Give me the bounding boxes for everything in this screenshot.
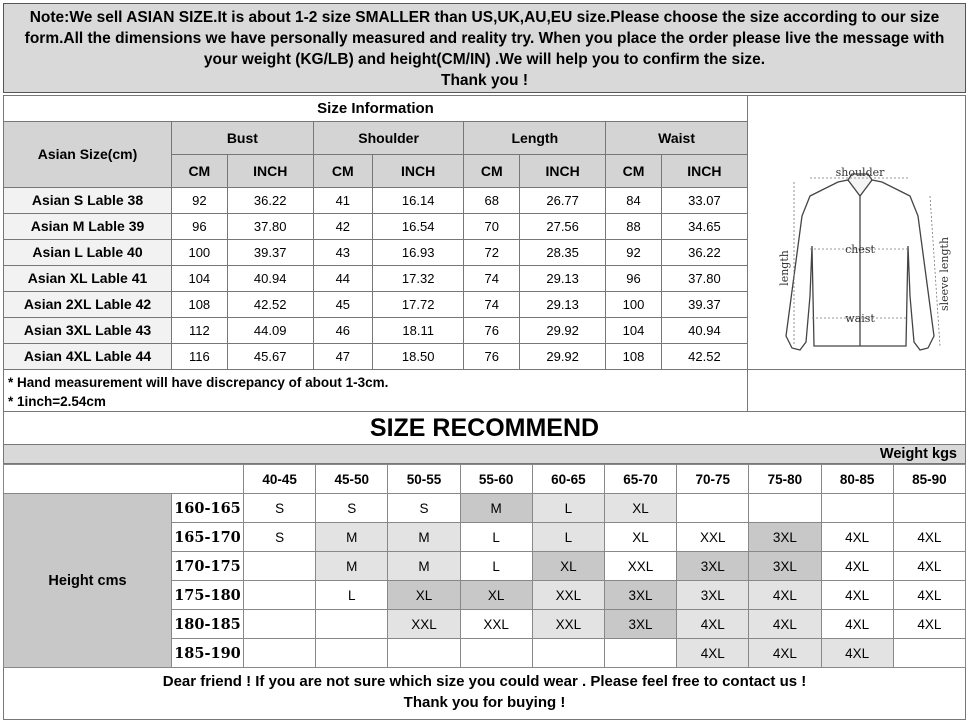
- size-value: 37.80: [227, 213, 313, 239]
- recommended-size: L: [532, 523, 604, 552]
- recommended-size: 4XL: [821, 552, 893, 581]
- size-value: 29.13: [520, 291, 606, 317]
- recommended-size: [532, 639, 604, 668]
- note-line-1: Note:We sell ASIAN SIZE.It is about 1-2 size SMALLER than US,UK,AU,EU size.Please choose the size according to our size: [29, 9, 940, 26]
- diagram-sleeve-label: sleeve length: [938, 236, 951, 312]
- recommended-size: [316, 610, 388, 639]
- size-value: 47: [313, 343, 372, 369]
- size-label: Asian XL Lable 41: [4, 265, 172, 291]
- size-value: 104: [172, 265, 228, 291]
- size-value: 44.09: [227, 317, 313, 343]
- size-value: 76: [464, 343, 520, 369]
- size-value: 42: [313, 213, 372, 239]
- size-value: 39.37: [661, 291, 747, 317]
- unit-header: CM: [172, 154, 228, 187]
- size-value: 29.92: [520, 317, 606, 343]
- footer-line-1: Dear friend ! If you are not sure which size you could wear . Please feel free to contact us !: [162, 673, 807, 690]
- height-range: 170-175: [172, 552, 244, 581]
- recommended-size: [244, 639, 316, 668]
- size-value: 108: [172, 291, 228, 317]
- size-value: 46: [313, 317, 372, 343]
- note-line-2: form.All the dimensions we have personally measured and reality try. When you place the order please live the message with: [24, 30, 945, 47]
- recommended-size: [604, 639, 676, 668]
- size-recommend-title: SIZE RECOMMEND: [3, 412, 966, 444]
- size-value: 104: [606, 317, 662, 343]
- recommended-size: 4XL: [677, 610, 749, 639]
- shoulder-header: Shoulder: [313, 122, 464, 155]
- asian-size-header: Asian Size(cm): [4, 122, 172, 188]
- recommended-size: 3XL: [604, 610, 676, 639]
- recommended-size: XL: [604, 523, 676, 552]
- weight-label: Weight kgs: [3, 444, 966, 464]
- size-value: 70: [464, 213, 520, 239]
- measurement-notes: [3, 370, 748, 412]
- bust-header: Bust: [172, 122, 314, 155]
- height-range: 185-190: [172, 639, 244, 668]
- size-value: 42.52: [661, 343, 747, 369]
- size-value: 100: [606, 291, 662, 317]
- shirt-illustration: [748, 96, 965, 371]
- notes-spacer: [748, 370, 966, 412]
- size-label: Asian 2XL Lable 42: [4, 291, 172, 317]
- recommended-size: [677, 494, 749, 523]
- weight-range-header: 75-80: [749, 465, 821, 494]
- recommended-size: [244, 552, 316, 581]
- size-label: Asian S Lable 38: [4, 187, 172, 213]
- diagram-chest-label: chest: [845, 243, 875, 256]
- recommended-size: S: [316, 494, 388, 523]
- table-row: [4, 317, 748, 343]
- size-value: 45: [313, 291, 372, 317]
- height-range: 180-185: [172, 610, 244, 639]
- table-row: [4, 187, 748, 213]
- footer-line-2: Thank you for buying !: [403, 694, 566, 711]
- size-value: 33.07: [661, 187, 747, 213]
- height-axis-label: Height cms: [4, 494, 172, 668]
- size-value: 92: [172, 187, 228, 213]
- unit-header: INCH: [372, 154, 464, 187]
- recommended-size: 4XL: [821, 581, 893, 610]
- weight-range-header: 65-70: [604, 465, 676, 494]
- recommended-size: 4XL: [749, 581, 821, 610]
- size-value: 26.77: [520, 187, 606, 213]
- size-value: 16.54: [372, 213, 464, 239]
- table-row: [4, 265, 748, 291]
- recommended-size: S: [388, 494, 460, 523]
- recommended-size: M: [388, 523, 460, 552]
- table-row: [4, 343, 748, 369]
- recommended-size: 4XL: [749, 639, 821, 668]
- recommended-size: [460, 639, 532, 668]
- note-line-3: your weight (KG/LB) and height(CM/IN) .We will help you to confirm the size.: [203, 51, 766, 68]
- size-value: 37.80: [661, 265, 747, 291]
- size-value: 74: [464, 291, 520, 317]
- size-value: 39.37: [227, 239, 313, 265]
- recommended-size: 4XL: [893, 523, 965, 552]
- diagram-shoulder-label: shoulder: [835, 166, 885, 179]
- size-value: 45.67: [227, 343, 313, 369]
- weight-range-header: 50-55: [388, 465, 460, 494]
- unit-header: INCH: [520, 154, 606, 187]
- size-value: 100: [172, 239, 228, 265]
- size-value: 108: [606, 343, 662, 369]
- height-range: 175-180: [172, 581, 244, 610]
- recommended-size: L: [460, 552, 532, 581]
- recommended-size: [244, 610, 316, 639]
- recommended-size: XL: [604, 494, 676, 523]
- footer-message: [3, 668, 966, 720]
- size-value: 16.14: [372, 187, 464, 213]
- recommended-size: M: [460, 494, 532, 523]
- recommended-size: [893, 494, 965, 523]
- size-value: 28.35: [520, 239, 606, 265]
- diagram-waist-label: waist: [845, 312, 875, 325]
- recommended-size: XXL: [460, 610, 532, 639]
- size-value: 17.32: [372, 265, 464, 291]
- note-inch-conversion: * 1inch=2.54cm: [8, 394, 106, 409]
- note-discrepancy: * Hand measurement will have discrepancy of about 1-3cm.: [8, 375, 389, 390]
- recommended-size: L: [460, 523, 532, 552]
- recommended-size: 4XL: [821, 639, 893, 668]
- recommended-size: [749, 494, 821, 523]
- size-value: 112: [172, 317, 228, 343]
- size-label: Asian M Lable 39: [4, 213, 172, 239]
- recommended-size: XL: [532, 552, 604, 581]
- recommended-size: XXL: [532, 610, 604, 639]
- size-value: 76: [464, 317, 520, 343]
- size-value: 96: [606, 265, 662, 291]
- size-value: 72: [464, 239, 520, 265]
- diagram-length-label: length: [778, 250, 791, 286]
- height-range: 165-170: [172, 523, 244, 552]
- size-value: 18.11: [372, 317, 464, 343]
- recommended-size: 4XL: [821, 610, 893, 639]
- recommended-size: XXL: [604, 552, 676, 581]
- recommended-size: XL: [388, 581, 460, 610]
- recommended-size: 3XL: [604, 581, 676, 610]
- size-value: 43: [313, 239, 372, 265]
- recommended-size: 3XL: [677, 552, 749, 581]
- size-value: 36.22: [227, 187, 313, 213]
- table-row: [4, 239, 748, 265]
- unit-header: CM: [313, 154, 372, 187]
- table-row: [4, 291, 748, 317]
- recommended-size: 4XL: [821, 523, 893, 552]
- weight-range-header: 60-65: [532, 465, 604, 494]
- recommended-size: [316, 639, 388, 668]
- recommended-size: XL: [460, 581, 532, 610]
- recommended-size: [388, 639, 460, 668]
- recommended-size: M: [316, 523, 388, 552]
- recommended-size: M: [316, 552, 388, 581]
- size-recommend-table: [3, 464, 966, 668]
- weight-range-header: 80-85: [821, 465, 893, 494]
- table-row: [4, 494, 966, 523]
- size-label: Asian 3XL Lable 43: [4, 317, 172, 343]
- size-value: 44: [313, 265, 372, 291]
- recommended-size: 3XL: [749, 552, 821, 581]
- size-value: 29.92: [520, 343, 606, 369]
- size-value: 34.65: [661, 213, 747, 239]
- size-label: Asian 4XL Lable 44: [4, 343, 172, 369]
- recommended-size: 4XL: [677, 639, 749, 668]
- shirt-diagram: [748, 95, 966, 370]
- recommended-size: S: [244, 523, 316, 552]
- size-value: 41: [313, 187, 372, 213]
- size-value: 42.52: [227, 291, 313, 317]
- recommended-size: [244, 581, 316, 610]
- waist-header: Waist: [606, 122, 748, 155]
- size-value: 40.94: [661, 317, 747, 343]
- size-value: 68: [464, 187, 520, 213]
- unit-header: INCH: [227, 154, 313, 187]
- size-value: 27.56: [520, 213, 606, 239]
- note-line-4: Thank you !: [441, 72, 528, 89]
- weight-range-header: 45-50: [316, 465, 388, 494]
- recommended-size: 3XL: [749, 523, 821, 552]
- length-header: Length: [464, 122, 606, 155]
- unit-header: CM: [464, 154, 520, 187]
- size-value: 74: [464, 265, 520, 291]
- recommended-size: [893, 639, 965, 668]
- recommended-size: 4XL: [893, 552, 965, 581]
- weight-range-header: 55-60: [460, 465, 532, 494]
- recommended-size: 4XL: [749, 610, 821, 639]
- size-value: 96: [172, 213, 228, 239]
- unit-header: INCH: [661, 154, 747, 187]
- size-note: [3, 3, 966, 93]
- table-corner: [4, 465, 244, 494]
- size-value: 18.50: [372, 343, 464, 369]
- size-value: 116: [172, 343, 228, 369]
- size-value: 92: [606, 239, 662, 265]
- size-value: 17.72: [372, 291, 464, 317]
- size-value: 29.13: [520, 265, 606, 291]
- size-label: Asian L Lable 40: [4, 239, 172, 265]
- recommended-size: 4XL: [893, 610, 965, 639]
- recommended-size: XXL: [532, 581, 604, 610]
- size-value: 16.93: [372, 239, 464, 265]
- recommended-size: XXL: [677, 523, 749, 552]
- size-information-table: [3, 95, 748, 370]
- weight-range-header: 40-45: [244, 465, 316, 494]
- recommended-size: L: [316, 581, 388, 610]
- weight-range-header: 85-90: [893, 465, 965, 494]
- size-value: 84: [606, 187, 662, 213]
- height-range: 160-165: [172, 494, 244, 523]
- recommended-size: M: [388, 552, 460, 581]
- size-value: 36.22: [661, 239, 747, 265]
- table-row: [4, 213, 748, 239]
- recommended-size: XXL: [388, 610, 460, 639]
- size-value: 40.94: [227, 265, 313, 291]
- recommended-size: L: [532, 494, 604, 523]
- size-value: 88: [606, 213, 662, 239]
- recommended-size: [821, 494, 893, 523]
- unit-header: CM: [606, 154, 662, 187]
- recommended-size: S: [244, 494, 316, 523]
- size-info-title: Size Information: [4, 96, 748, 122]
- weight-range-header: 70-75: [677, 465, 749, 494]
- recommended-size: 4XL: [893, 581, 965, 610]
- recommended-size: 3XL: [677, 581, 749, 610]
